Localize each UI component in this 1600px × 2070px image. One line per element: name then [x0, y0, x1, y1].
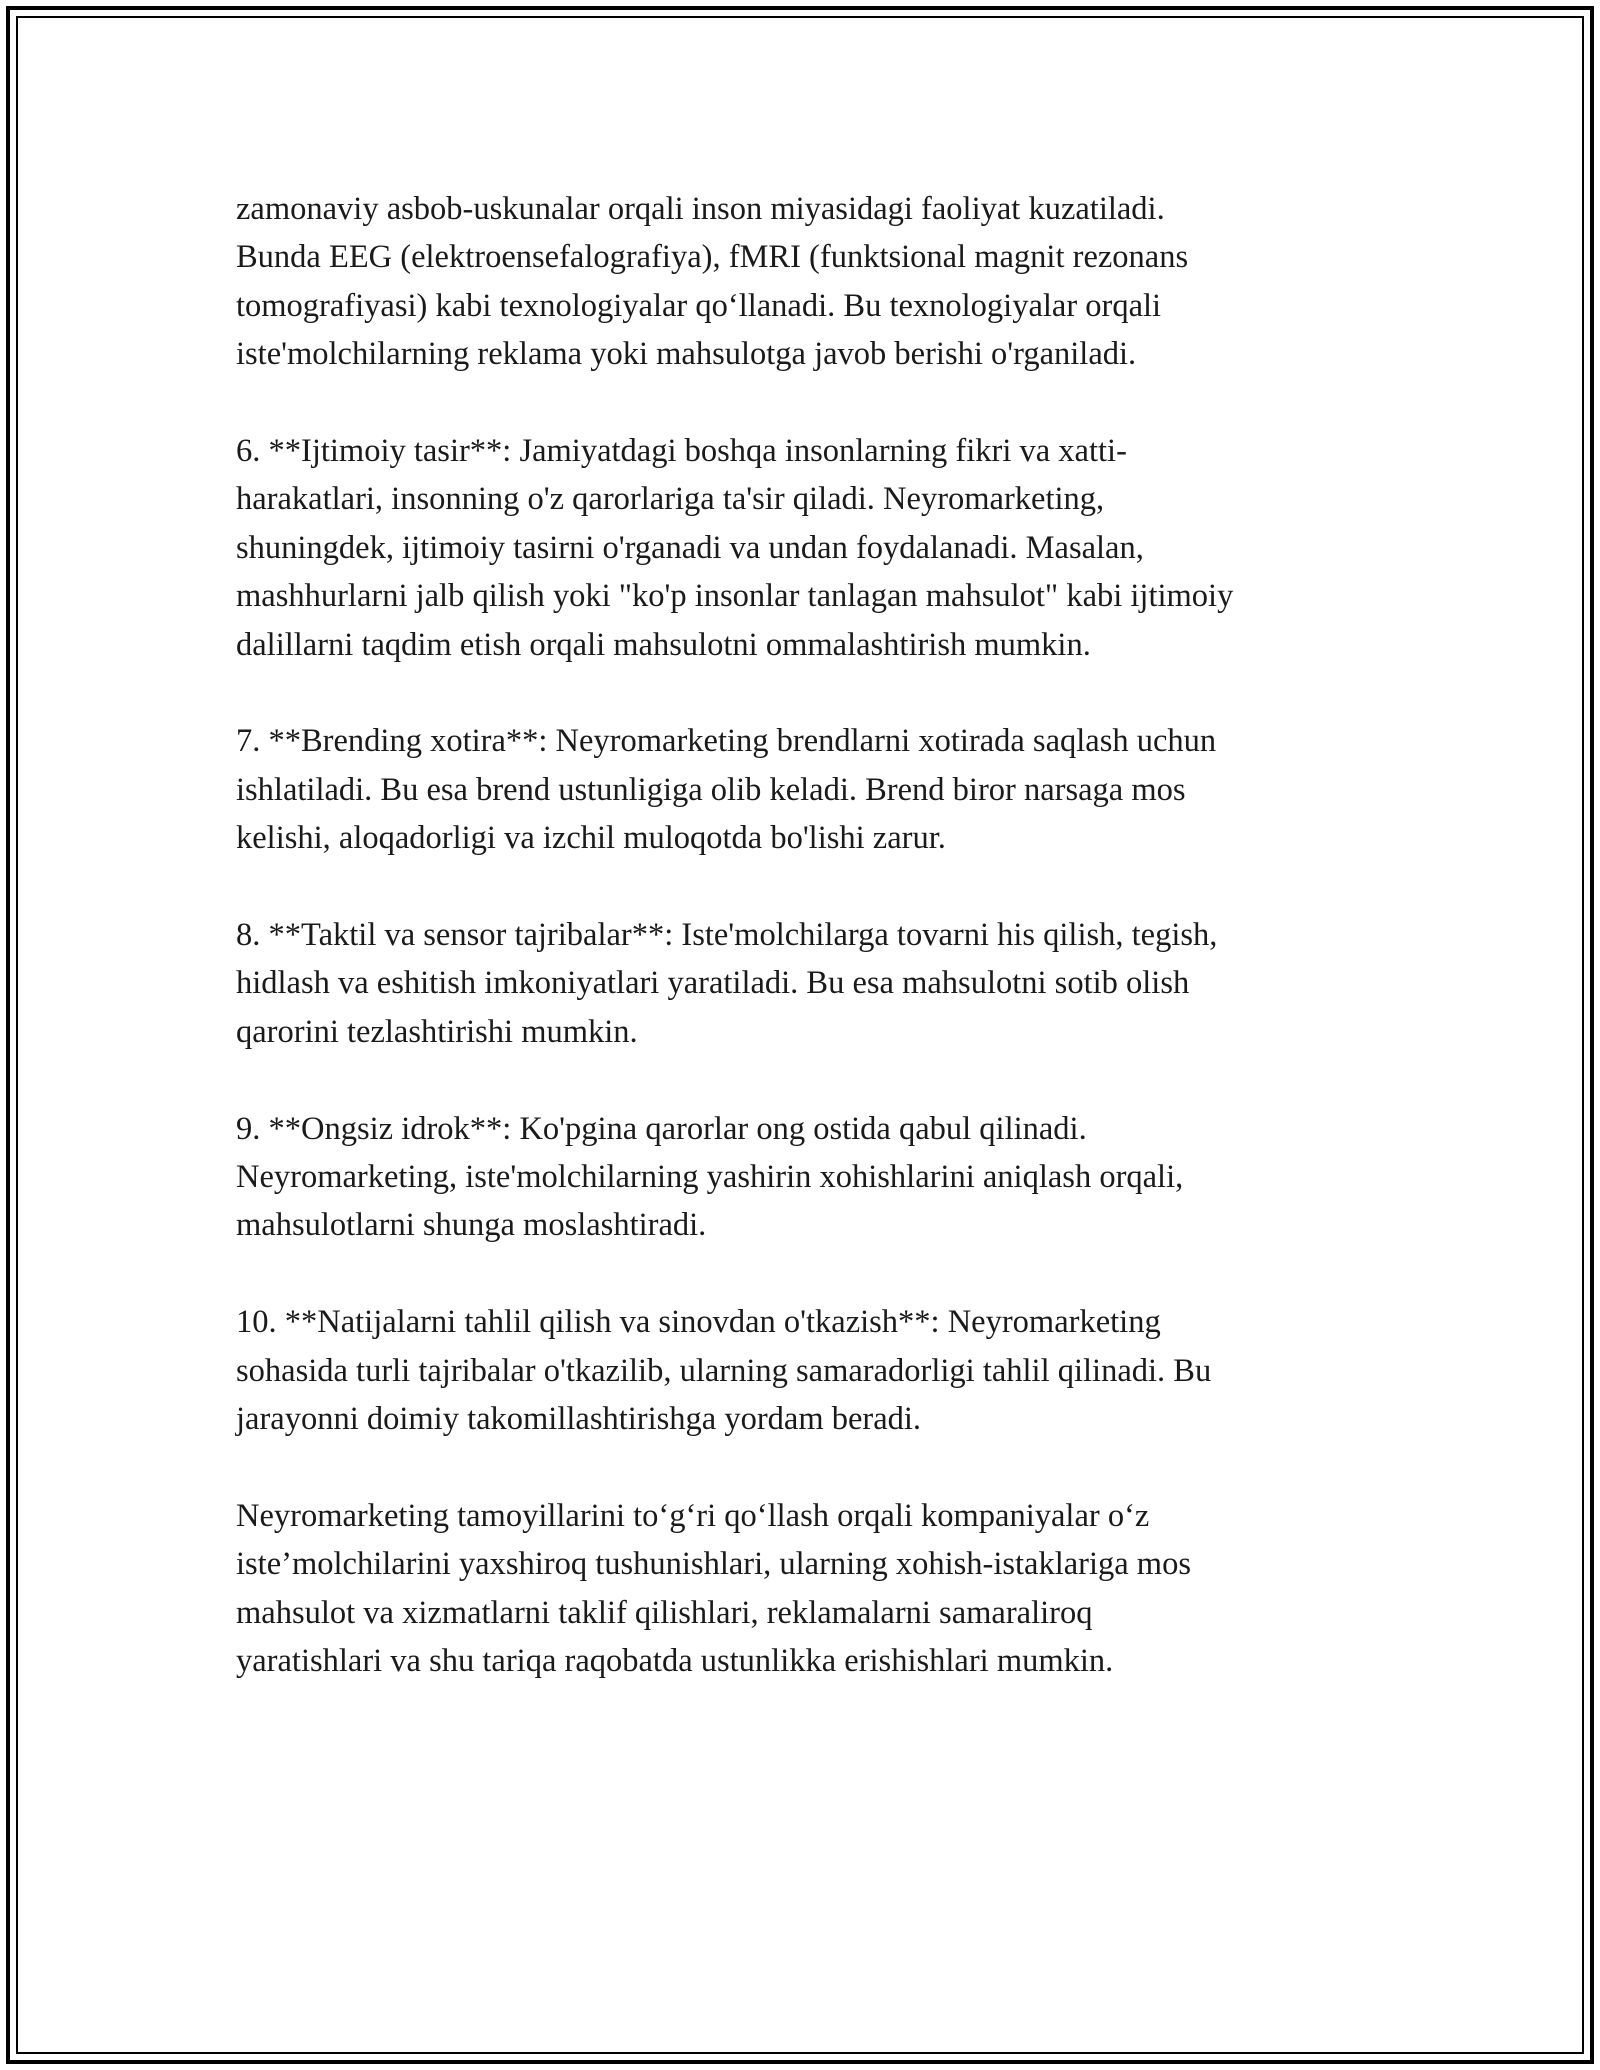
paragraph-conclusion	[236, 1492, 1381, 1686]
text-line: 9. **Ongsiz idrok**: Ko'pgina qarorlar ong ostida qabul qilinadi.	[236, 1110, 1087, 1147]
text-line: mahsulot va xizmatlarni taklif qilishlari, reklamalarni samaraliroq	[236, 1594, 1093, 1631]
text-line: iste'molchilarning reklama yoki mahsulotga javob berishi o'rganiladi.	[236, 336, 1137, 373]
text-line: dalillarni taqdim etish orqali mahsulotni ommalashtirish mumkin.	[236, 626, 1091, 663]
text-line: mashhurlarni jalb qilish yoki "ko'p insonlar tanlagan mahsulot" kabi ijtimoiy	[236, 578, 1234, 615]
text-line: zamonaviy asbob-uskunalar orqali inson miyasidagi faoliyat kuzatiladi.	[236, 191, 1165, 227]
document-body	[236, 185, 1381, 1734]
paragraph-item-9	[236, 1105, 1381, 1250]
text-line: yaratishlari va shu tariqa raqobatda ustunlikka erishishlari mumkin.	[236, 1643, 1114, 1680]
text-line: shuningdek, ijtimoiy tasirni o'rganadi va undan foydalanadi. Masalan,	[236, 529, 1144, 566]
text-line: Neyromarketing, iste'molchilarning yashirin xohishlarini aniqlash orqali,	[236, 1159, 1184, 1196]
text-line: qarorini tezlashtirishi mumkin.	[236, 1013, 638, 1050]
paragraph-item-6	[236, 427, 1381, 669]
text-line: 10. **Natijalarni tahlil qilish va sinovdan o'tkazish**: Neyromarketing	[236, 1304, 1161, 1341]
paragraph-item-8	[236, 911, 1381, 1056]
text-line: tomografiyasi) kabi texnologiyalar qo‘llanadi. Bu texnologiyalar orqali	[236, 287, 1162, 324]
paragraph-item-7	[236, 717, 1381, 862]
text-line: mahsulotlarni shunga moslashtiradi.	[236, 1207, 707, 1244]
text-line: kelishi, aloqadorligi va izchil muloqotda bo'lishi zarur.	[236, 820, 946, 857]
text-line: harakatlari, insonning o'z qarorlariga ta'sir qiladi. Neyromarketing,	[236, 481, 1105, 518]
text-line: 8. **Taktil va sensor tajribalar**: Iste'molchilarga tovarni his qilish, tegish,	[236, 917, 1218, 954]
paragraph-neuroimaging-continued	[236, 185, 1381, 379]
text-line: 6. **Ijtimoiy tasir**: Jamiyatdagi boshqa insonlarning fikri va xatti-	[236, 433, 1127, 470]
text-line: iste’molchilarini yaxshiroq tushunishlari, ularning xohish-istaklariga mos	[236, 1546, 1191, 1583]
paragraph-item-10	[236, 1298, 1381, 1443]
text-line: Bunda EEG (elektroensefalografiya), fMRI (funktsional magnit rezonans	[236, 239, 1189, 276]
text-line: sohasida turli tajribalar o'tkazilib, ularning samaradorligi tahlil qilinadi. Bu	[236, 1352, 1212, 1389]
text-line: jarayonni doimiy takomillashtirishga yordam beradi.	[236, 1401, 922, 1438]
text-line: Neyromarketing tamoyillarini to‘g‘ri qo‘llash orqali kompaniyalar o‘z	[236, 1497, 1150, 1534]
text-line: 7. **Brending xotira**: Neyromarketing brendlarni xotirada saqlash uchun	[236, 723, 1217, 760]
text-line: ishlatiladi. Bu esa brend ustunligiga olib keladi. Brend biror narsaga mos	[236, 771, 1186, 808]
text-line: hidlash va eshitish imkoniyatlari yaratiladi. Bu esa mahsulotni sotib olish	[236, 965, 1190, 1002]
